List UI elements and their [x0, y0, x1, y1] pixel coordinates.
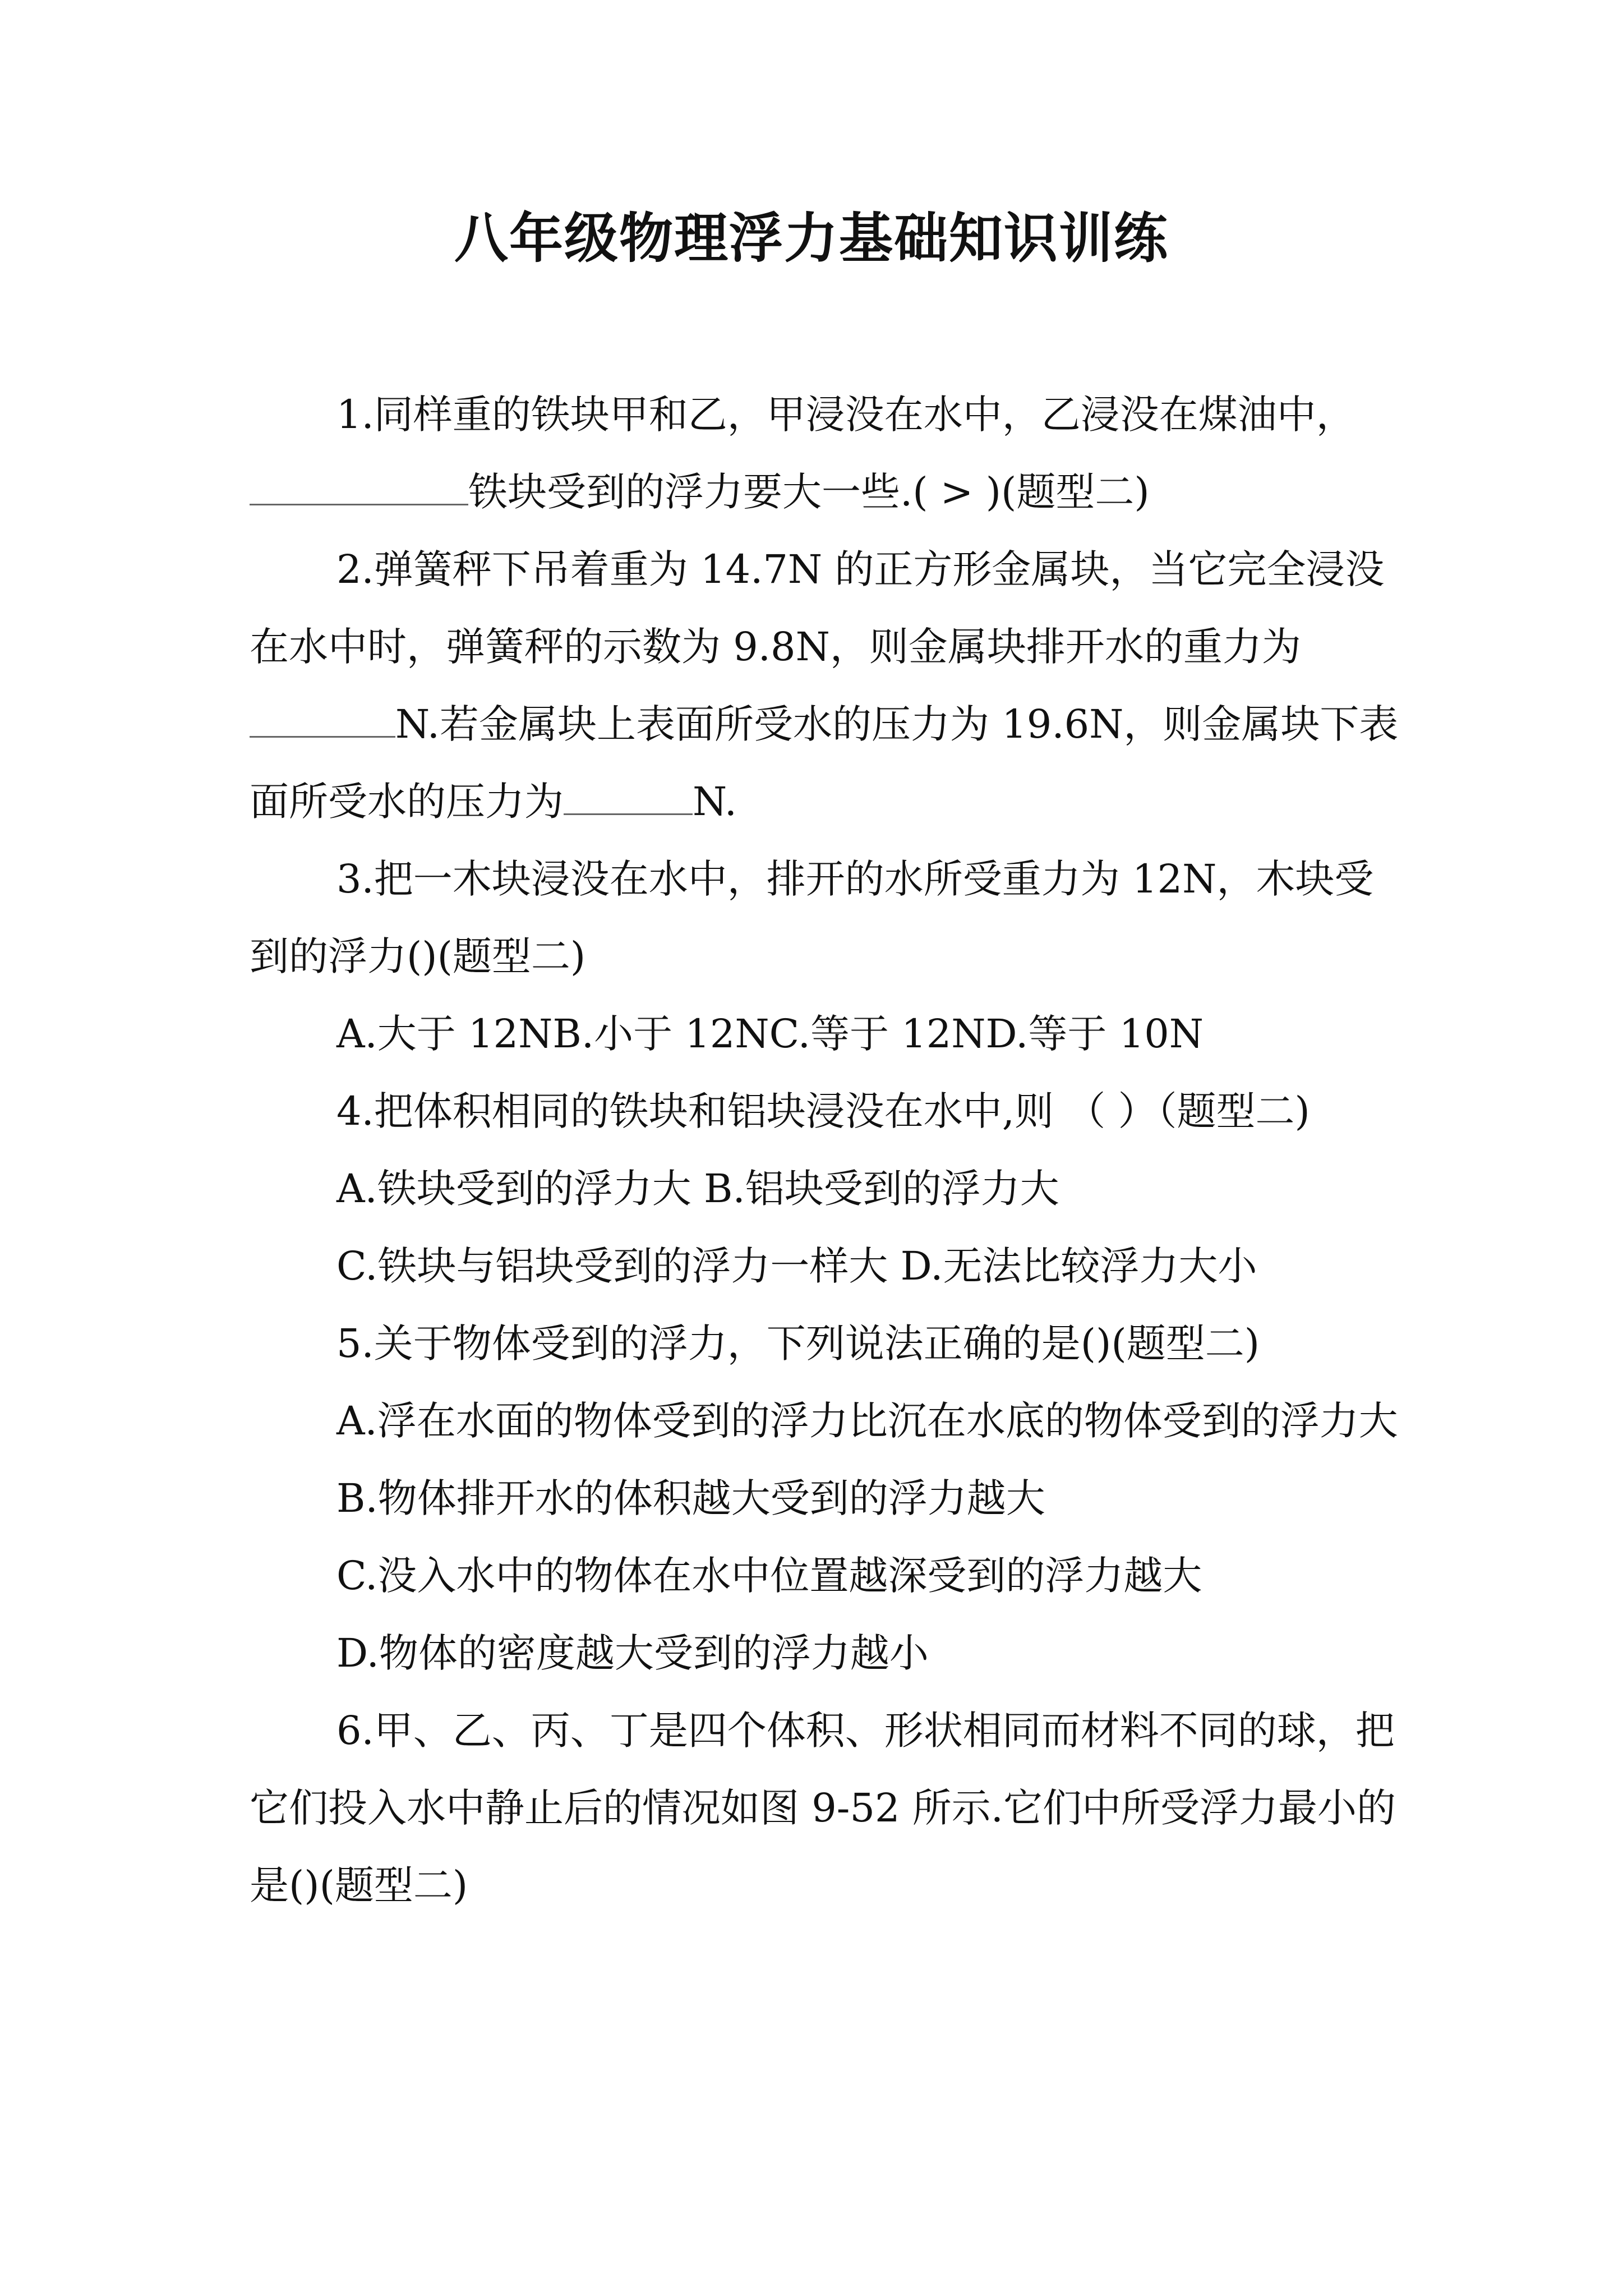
question-5-option-b: B.物体排开水的体积越大受到的浮力越大	[336, 1475, 1045, 1521]
document-body	[250, 376, 1399, 1924]
document-title: 八年级物理浮力基础知识训练	[454, 206, 1169, 270]
question-2-text-part2: N.若金属块上表面所受水的压力为 19.6N，则金属块下表面所受水的压力为	[250, 701, 1399, 825]
question-1-text-before: 1.同样重的铁块甲和乙，甲浸没在水中，乙浸没在煤油中，	[336, 392, 1355, 438]
question-5-option-a: A.浮在水面的物体受到的浮力比沉在水底的物体受到的浮力大	[336, 1398, 1398, 1444]
question-2-text-part1: 2.弹簧秤下吊着重为 14.7N 的正方形金属块，当它完全浸没在水中时，弹簧秤的示数为 9.8N，则金属块排开水的重力为	[250, 546, 1385, 670]
answer-blank	[564, 776, 693, 815]
question-5-option-d: D.物体的密度越大受到的浮力越小	[336, 1630, 929, 1676]
question-2	[250, 531, 1399, 840]
question-4-options-cd: C.铁块与铝块受到的浮力一样大 D.无法比较浮力大小	[336, 1243, 1257, 1289]
answer-blank	[250, 699, 395, 738]
question-1-text-after: 铁块受到的浮力要大一些.( > )(题型二)	[468, 469, 1150, 515]
question-6-stem: 6.甲、乙、丙、丁是四个体积、形状相同而材料不同的球，把它们投入水中静止后的情况如图 9-52 所示.它们中所受浮力最小的是()(题型二)	[250, 1708, 1396, 1908]
question-1	[250, 376, 1399, 531]
question-4-options-ab: A.铁块受到的浮力大 B.铝块受到的浮力大	[336, 1166, 1059, 1212]
question-5-option-c: C.没入水中的物体在水中位置越深受到的浮力越大	[336, 1553, 1202, 1599]
question-2-text-part3: N.	[693, 779, 737, 825]
question-3-stem: 3.把一木块浸没在水中，排开的水所受重力为 12N，木块受到的浮力()(题型二)	[250, 856, 1374, 979]
question-5-stem: 5.关于物体受到的浮力，下列说法正确的是()(题型二)	[336, 1320, 1260, 1366]
question-4-stem: 4.把体积相同的铁块和铝块浸没在水中,则 （ ）（题型二)	[336, 1088, 1310, 1134]
answer-blank	[250, 467, 468, 505]
question-3-options: A.大于 12NB.小于 12NC.等于 12ND.等于 10N	[336, 1011, 1204, 1057]
